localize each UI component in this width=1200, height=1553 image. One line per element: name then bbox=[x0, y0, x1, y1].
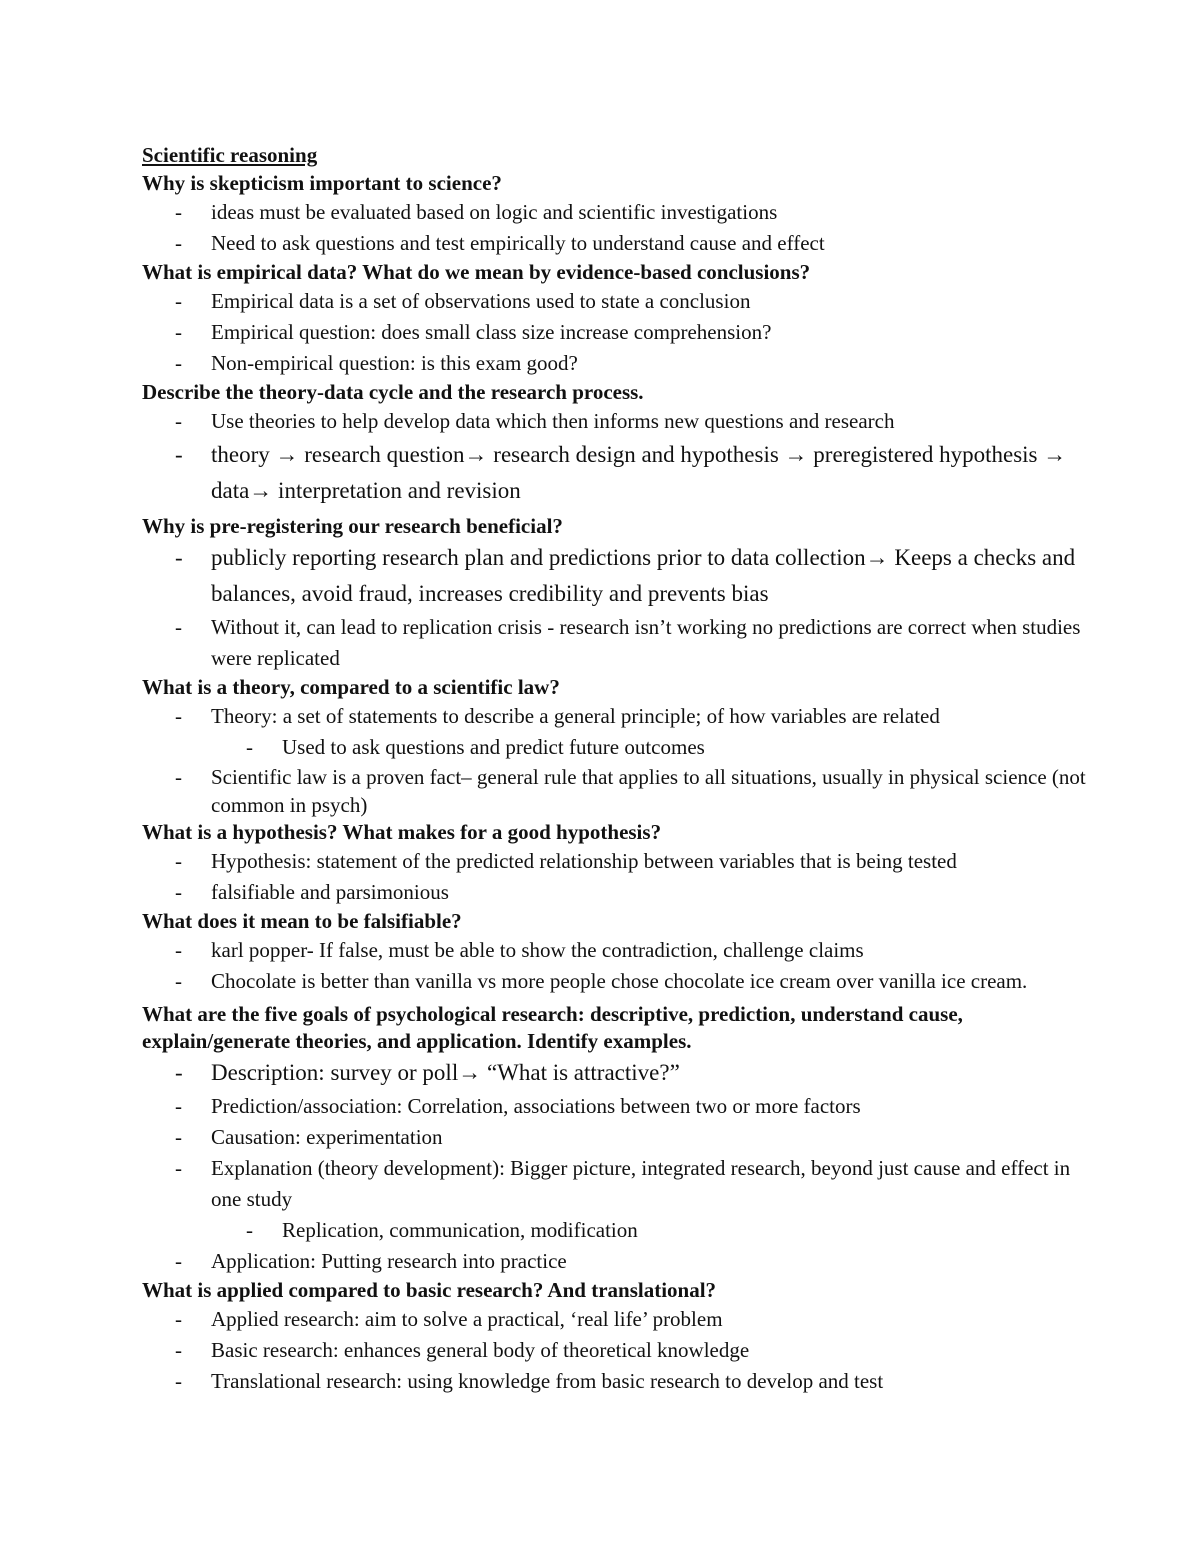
list-item bbox=[142, 1153, 1102, 1215]
list-item-text: Empirical data is a set of observations used to state a conclusion bbox=[211, 289, 751, 313]
list-item-text: Basic research: enhances general body of theoretical knowledge bbox=[211, 1338, 750, 1362]
list-item bbox=[142, 846, 1102, 877]
question-heading: Why is skepticism important to science? bbox=[142, 171, 502, 195]
list-item-text: falsifiable and parsimonious bbox=[211, 880, 449, 904]
answer-list bbox=[142, 197, 1102, 259]
list-item-text: Need to ask questions and test empirically to understand cause and effect bbox=[211, 231, 825, 255]
answer-list bbox=[142, 846, 1102, 908]
list-item bbox=[142, 437, 1102, 509]
list-item-text: karl popper- If false, must be able to show the contradiction, challenge claims bbox=[211, 938, 864, 962]
sub-list bbox=[142, 732, 1102, 763]
list-item bbox=[142, 966, 1102, 997]
list-item-text: ideas must be evaluated based on logic and scientific investigations bbox=[211, 200, 778, 224]
list-item bbox=[142, 877, 1102, 908]
list-item bbox=[142, 1091, 1102, 1122]
question-heading: What is empirical data? What do we mean by evidence-based conclusions? bbox=[142, 260, 811, 284]
list-item-text: Application: Putting research into practice bbox=[211, 1249, 567, 1273]
list-item bbox=[142, 197, 1102, 228]
list-item bbox=[142, 228, 1102, 259]
list-item-text: Translational research: using knowledge from basic research to develop and test bbox=[211, 1369, 884, 1393]
answer-list bbox=[142, 1055, 1102, 1215]
list-item-text: Description: survey or poll→ “What is attractive?” bbox=[211, 1060, 680, 1085]
answer-list bbox=[142, 1246, 1102, 1277]
answer-list bbox=[142, 406, 1102, 509]
list-item bbox=[142, 935, 1102, 966]
list-item-text: Theory: a set of statements to describe a general principle; of how variables are related bbox=[211, 704, 940, 728]
question-heading: What is a theory, compared to a scientific law? bbox=[142, 675, 560, 699]
list-item bbox=[142, 406, 1102, 437]
question-heading: What does it mean to be falsifiable? bbox=[142, 909, 462, 933]
question-heading: Describe the theory-data cycle and the research process. bbox=[142, 380, 644, 404]
list-item-text: Explanation (theory development): Bigger picture, integrated research, beyond just cause and effect in one study bbox=[211, 1156, 1071, 1211]
list-item bbox=[142, 348, 1102, 379]
answer-list bbox=[142, 763, 1102, 819]
list-item-text: publicly reporting research plan and predictions prior to data collection→ Keeps a checks and balances, avoid fraud, increases credibility and prevents bias bbox=[211, 545, 1076, 606]
answer-list bbox=[142, 286, 1102, 379]
document-title: Scientific reasoning bbox=[142, 143, 318, 167]
sub-list-item bbox=[142, 1215, 1102, 1246]
list-item-text: Used to ask questions and predict future outcomes bbox=[282, 735, 705, 759]
answer-list bbox=[142, 1304, 1102, 1397]
list-item bbox=[142, 540, 1102, 612]
sub-list bbox=[142, 1215, 1102, 1246]
list-item bbox=[142, 763, 1102, 819]
list-item-text: Scientific law is a proven fact– general rule that applies to all situations, usually in physical science (not common in psych) bbox=[211, 765, 1086, 817]
list-item bbox=[142, 1335, 1102, 1366]
list-item bbox=[142, 1122, 1102, 1153]
answer-list bbox=[142, 935, 1102, 997]
list-item-text: Without it, can lead to replication crisis - research isn’t working no predictions are correct when studies were replicated bbox=[211, 615, 1081, 670]
question-heading: What is a hypothesis? What makes for a good hypothesis? bbox=[142, 820, 662, 844]
list-item bbox=[142, 1366, 1102, 1397]
answer-list bbox=[142, 540, 1102, 674]
list-item-text: Use theories to help develop data which then informs new questions and research bbox=[211, 409, 895, 433]
list-item-text: Replication, communication, modification bbox=[282, 1218, 638, 1242]
list-item bbox=[142, 286, 1102, 317]
question-heading: Why is pre-registering our research beneficial? bbox=[142, 514, 563, 538]
list-item bbox=[142, 701, 1102, 732]
answer-list bbox=[142, 701, 1102, 732]
list-item bbox=[142, 612, 1102, 674]
list-item-text: Applied research: aim to solve a practical, ‘real life’ problem bbox=[211, 1307, 723, 1331]
list-item-text: Causation: experimentation bbox=[211, 1125, 443, 1149]
list-item-text: theory → research question→ research design and hypothesis → preregistered hypothesis → data→ interpretation and revision bbox=[211, 442, 1067, 503]
list-item-text: Non-empirical question: is this exam good? bbox=[211, 351, 578, 375]
question-heading: What are the five goals of psychological research: descriptive, prediction, understand cause, explain/generate theories, and application. Identify examples. bbox=[142, 1002, 963, 1053]
sub-list-item bbox=[142, 732, 1102, 763]
list-item bbox=[142, 317, 1102, 348]
list-item-text: Prediction/association: Correlation, associations between two or more factors bbox=[211, 1094, 861, 1118]
list-item-text: Empirical question: does small class size increase comprehension? bbox=[211, 320, 772, 344]
list-item bbox=[142, 1055, 1102, 1091]
list-item bbox=[142, 1246, 1102, 1277]
list-item-text: Hypothesis: statement of the predicted relationship between variables that is being tested bbox=[211, 849, 957, 873]
question-heading: What is applied compared to basic research? And translational? bbox=[142, 1278, 717, 1302]
document-page bbox=[142, 140, 1102, 1397]
list-item bbox=[142, 1304, 1102, 1335]
list-item-text: Chocolate is better than vanilla vs more people chose chocolate ice cream over vanilla ice cream. bbox=[211, 969, 1028, 993]
